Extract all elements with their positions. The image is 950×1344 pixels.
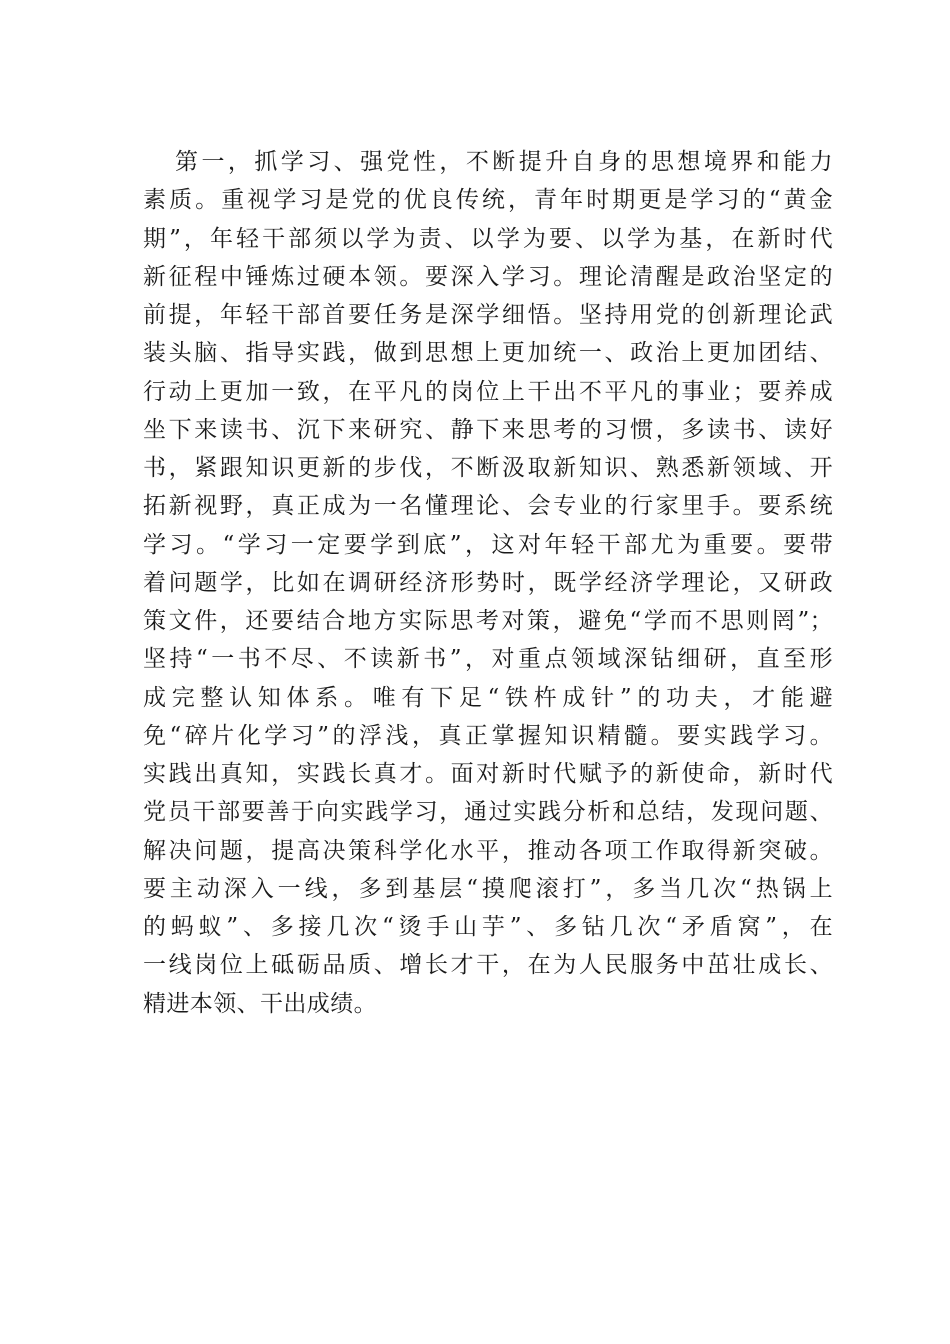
paragraph-line: 前提，年轻干部首要任务是深学细悟。坚持用党的创新理论武 [143,302,833,328]
paragraph-line: 一线岗位上砥砺品质、增长才干，在为人民服务中茁壮成长、 [143,952,833,979]
paragraph-line: 免“碎片化学习”的浮浅，真正掌握知识精髓。要实践学习。 [143,722,833,749]
paragraph-line: 党员干部要善于向实践学习，通过实践分析和总结，发现问题、 [143,799,833,826]
paragraph-line: 要主动深入一线，多到基层“摸爬滚打”，多当几次“热锅上 [143,875,833,902]
paragraph-line: 期”，年轻干部须以学为责、以学为要、以学为基，在新时代 [143,225,833,252]
paragraph-line: 的蚂蚁”、多接几次“烫手山芋”、多钻几次“矛盾窝”，在 [143,914,833,940]
paragraph-line: 素质。重视学习是党的优良传统，青年时期更是学习的“黄金 [143,187,833,214]
paragraph-line: 拓新视野，真正成为一名懂理论、会专业的行家里手。要系统 [143,493,833,520]
paragraph-line: 解决问题，提高决策科学化水平，推动各项工作取得新突破。 [143,837,833,864]
paragraph-line: 第一，抓学习、强党性，不断提升自身的思想境界和能力 [175,149,833,175]
body-paragraph [143,143,833,1023]
paragraph-line: 着问题学，比如在调研经济形势时，既学经济学理论，又研政 [143,569,833,596]
paragraph-line: 坚持“一书不尽、不读新书”，对重点领域深钻细研，直至形 [143,646,833,673]
paragraph-line: 装头脑、指导实践，做到思想上更加统一、政治上更加团结、 [143,340,833,367]
paragraph-line: 成完整认知体系。唯有下足“铁杵成针”的功夫，才能避 [143,684,833,711]
paragraph-line: 精进本领、干出成绩。 [143,990,377,1017]
paragraph-line: 书，紧跟知识更新的步伐，不断汲取新知识、熟悉新领域、开 [143,455,833,481]
paragraph-line: 行动上更加一致，在平凡的岗位上干出不平凡的事业；要养成 [143,378,833,405]
paragraph-line: 实践出真知，实践长真才。面对新时代赋予的新使命，新时代 [143,761,833,787]
paragraph-line: 坐下来读书、沉下来研究、静下来思考的习惯，多读书、读好 [143,416,833,443]
paragraph-line: 策文件，还要结合地方实际思考对策，避免“学而不思则罔”； [143,608,833,634]
paragraph-line: 学习。“学习一定要学到底”，这对年轻干部尤为重要。要带 [143,531,833,558]
paragraph-line: 新征程中锤炼过硬本领。要深入学习。理论清醒是政治坚定的 [143,263,833,290]
